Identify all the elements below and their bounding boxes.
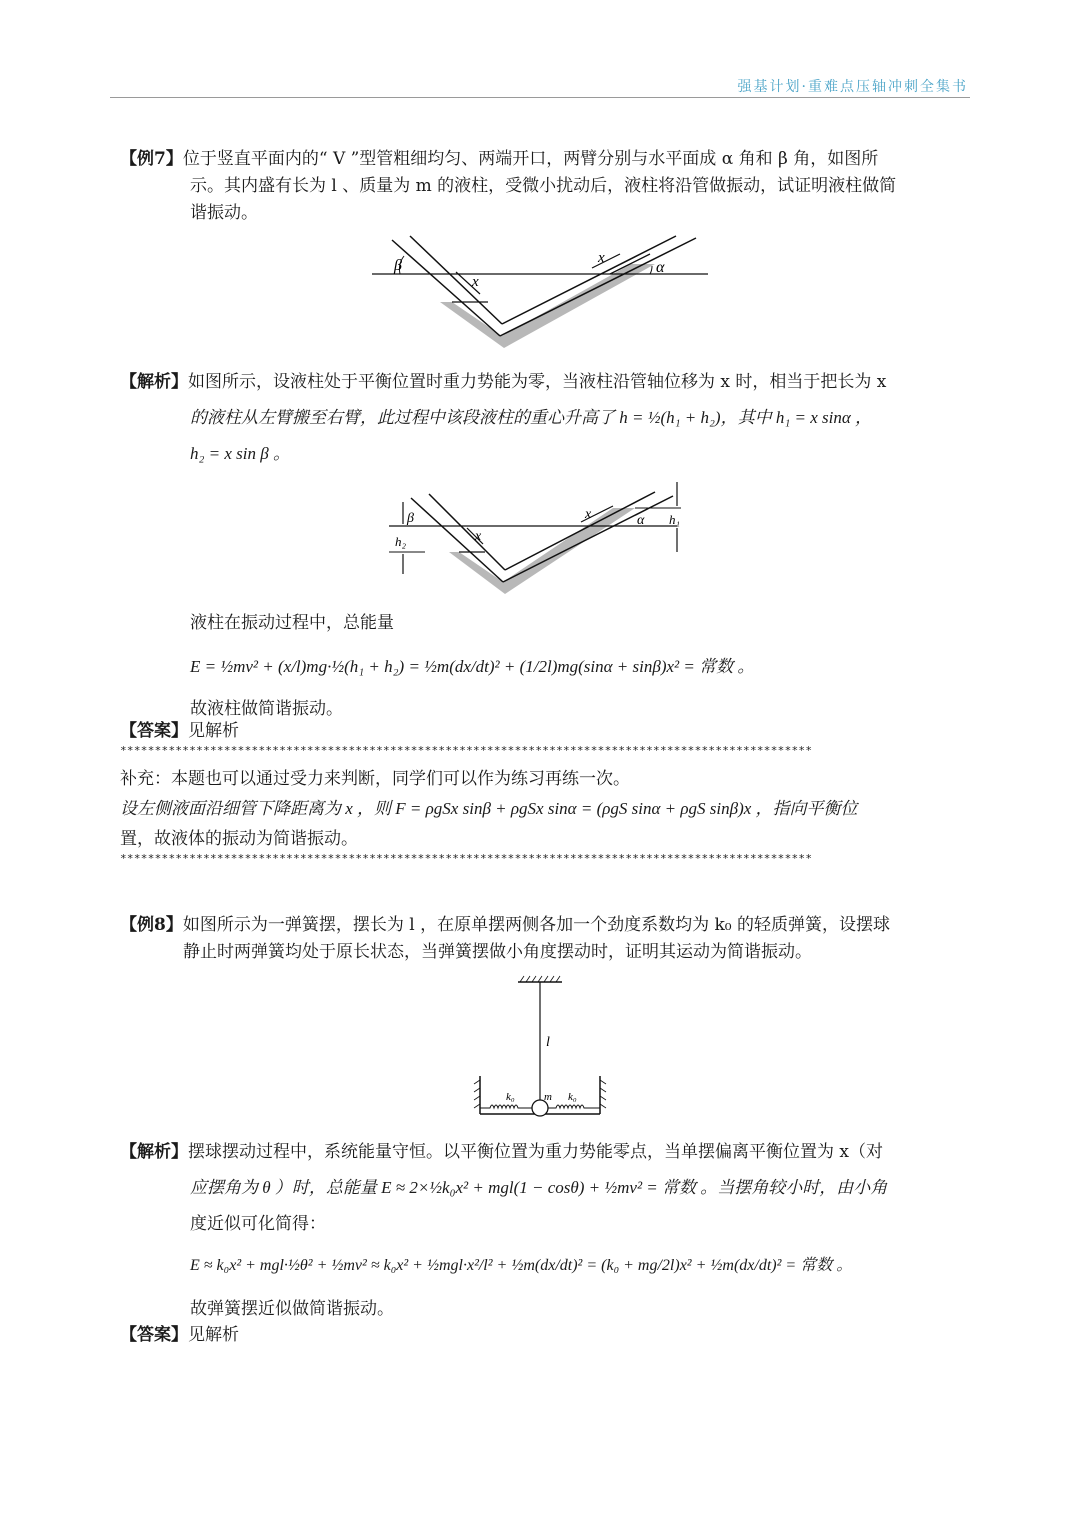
figure-v-tube-1 <box>360 228 720 348</box>
energy-intro: 液柱在振动过程中，总能量 <box>190 613 394 633</box>
example-8-answer <box>120 1322 239 1349</box>
fig3-l-label: l <box>546 1035 550 1050</box>
example-7-tag: 【例7】 <box>120 149 183 169</box>
example-7-analysis <box>120 364 965 472</box>
example-8-analysis-tag: 【解析】 <box>120 1142 188 1162</box>
supplement-line-1: 补充：本题也可以通过受力来判断，同学们可以作为练习再练一次。 <box>120 769 630 789</box>
example-8-line-2: 静止时两弹簧均处于原长状态，当弹簧摆做小角度摆动时，证明其运动为简谐振动。 <box>183 942 812 962</box>
figure-spring-pendulum <box>470 972 620 1122</box>
energy-equation-2: E ≈ k₀x² + mgl·½θ² + ½mv² ≈ k₀x² + ½mgl·x²/l² + ½m(dx/dt)² = (k₀ + mg/2l)x² + ½m(dx/dt)² = 常数 。 <box>190 1257 853 1274</box>
header-divider <box>110 97 970 98</box>
example-7-answer <box>120 718 239 745</box>
example-7-statement <box>120 146 965 227</box>
energy-equation-1: E = ½mv² + (x/l)mg·½(h₁ + h₂) = ½m(dx/dt)² + (1/2l)mg(sinα + sinβ)x² = 常数 。 <box>190 657 755 676</box>
example-8-line-1: 如图所示为一弹簧摆，摆长为 l ，在原单摆两侧各加一个劲度系数均为 k₀ 的轻质弹簧，设摆球 <box>182 915 891 935</box>
example-7-analysis-line-2: 的液柱从左臂搬至右臂，此过程中该段液柱的重心升高了 h = ½(h₁ + h₂)，其中 h₁ = x sinα ， <box>190 408 873 427</box>
example-8-analysis-line-1: 摆球摆动过程中，系统能量守恒。以平衡位置为重力势能零点，当单摆偏离平衡位置为 x（对 <box>188 1142 883 1162</box>
fig2-h2-label: h₂ <box>395 534 407 549</box>
example-7-analysis-line-1: 如图所示，设液柱处于平衡位置时重力势能为零，当液柱沿管轴位移为 x 时，相当于把长为 x <box>188 372 887 392</box>
star-divider-top: **************************************************************************************************** <box>120 744 813 757</box>
fig1-x-left-label: x <box>472 274 479 290</box>
fig1-x-right-label: x <box>598 250 605 266</box>
example-8-analysis-line-3: 度近似可化简得： <box>190 1214 326 1234</box>
star-divider-bottom: **************************************************************************************************** <box>120 852 813 865</box>
example-8-conclusion: 故弹簧摆近似做简谐振动。 <box>190 1299 394 1319</box>
supplement-line-2: 设左侧液面沿细管下降距离为 x ，则 F = ρgSx sinβ + ρgSx sinα = (ρgS sinα + ρgS sinβ)x ，指向平衡位 <box>120 799 858 818</box>
example-8-statement <box>120 912 965 966</box>
example-8-answer-tag: 【答案】 <box>120 1325 188 1345</box>
figure-v-tube-2 <box>385 478 695 598</box>
fig1-alpha-label: α <box>656 259 665 276</box>
example-8-answer-text: 见解析 <box>188 1325 239 1345</box>
example-7-line-3: 谐振动。 <box>190 203 258 223</box>
example-7-energy <box>190 610 970 723</box>
supplement-line-3: 置，故液体的振动为简谐振动。 <box>120 829 358 849</box>
fig2-alpha-label: α <box>637 513 645 528</box>
header-title: 强基计划·重难点压轴冲刺全集书 <box>737 79 968 95</box>
example-8-analysis-line-2: 应摆角为 θ ）时，总能量 E ≈ 2×½k₀x² + mgl(1 − cosθ) + ½mv² = 常数 。当摆角较小时，由小角 <box>190 1178 888 1197</box>
example-7-conclusion: 故液柱做简谐振动。 <box>190 699 343 719</box>
fig2-x-left-label: x <box>475 529 482 544</box>
fig2-x-right-label: x <box>585 507 592 522</box>
fig1-beta-label: β <box>394 257 402 274</box>
example-8-tag: 【例8】 <box>120 915 183 935</box>
fig3-k0-left-label: k₀ <box>506 1091 515 1103</box>
supplement <box>120 764 965 854</box>
example-8-analysis <box>120 1134 965 1242</box>
example-7-line-1: 位于竖直平面内的“ V ”型管粗细均匀、两端开口，两臂分别与水平面成 α 角和 β 角，如图所 <box>182 149 879 169</box>
fig2-h1-label: h₁ <box>669 512 681 527</box>
example-7-analysis-line-3: h₂ = x sin β 。 <box>190 444 290 463</box>
example-7-analysis-tag: 【解析】 <box>120 372 188 392</box>
fig2-beta-label: β <box>407 511 414 526</box>
fig3-m-label: m <box>544 1091 552 1103</box>
example-7-line-2: 示。其内盛有长为 l 、质量为 m 的液柱，受微小扰动后，液柱将沿管做振动，试证明液柱做简 <box>190 176 897 196</box>
example-7-answer-tag: 【答案】 <box>120 721 188 741</box>
example-7-answer-text: 见解析 <box>188 721 239 741</box>
fig3-k0-right-label: k₀ <box>568 1091 577 1103</box>
